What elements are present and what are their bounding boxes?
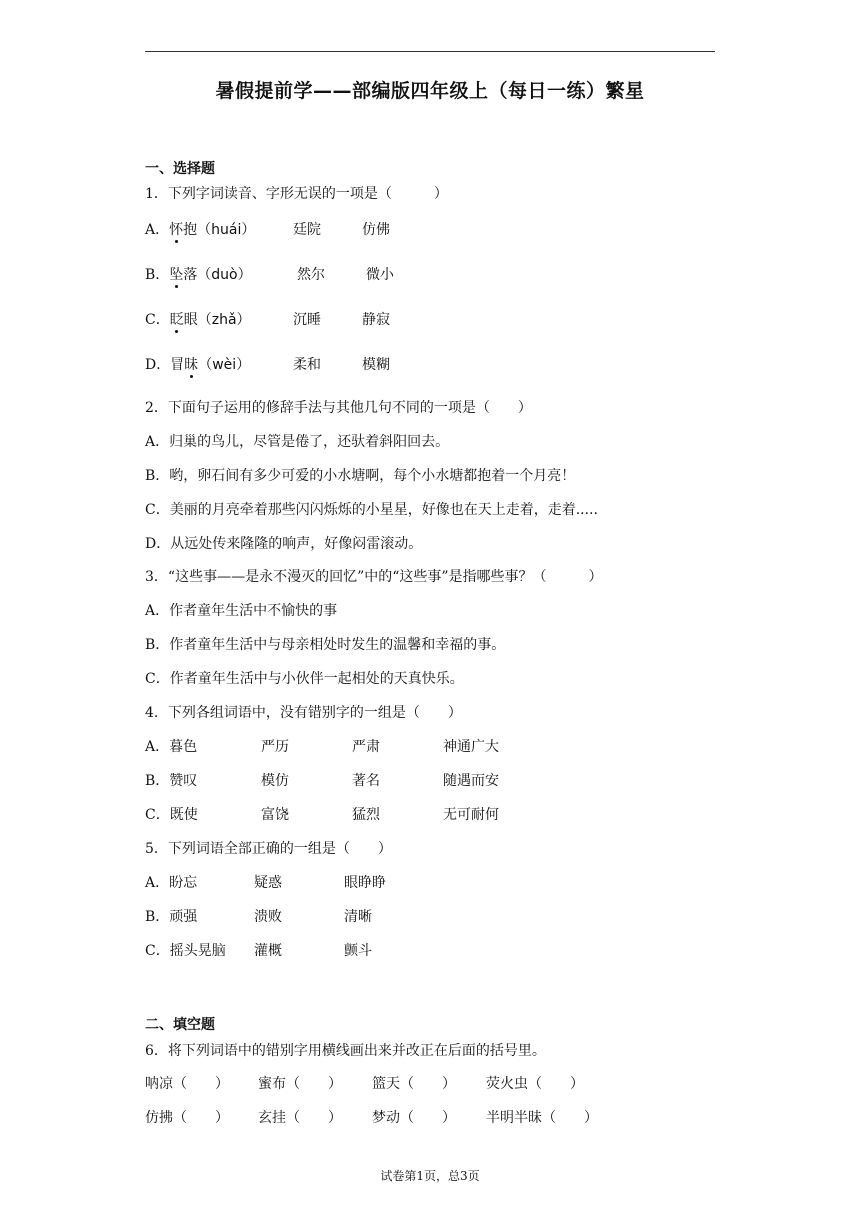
q4-c-col3: 猛烈	[352, 807, 380, 823]
q1-d-word1: 柔和	[293, 357, 321, 373]
q4-a-col3: 严肃	[352, 739, 380, 755]
q5-a-col1: A．盼忘	[145, 875, 198, 891]
q6-r2-c1: 仿拂（ ）	[145, 1110, 229, 1126]
q2-option-a: A．归巢的鸟儿，尽管是倦了，还驮着斜阳回去。	[145, 434, 450, 450]
q1-b-word1: 然尔	[297, 267, 325, 283]
q1-option-b: B．坠落（duò）	[145, 267, 252, 283]
q4-a-col2: 严历	[261, 739, 289, 755]
q1-d-word2: 模糊	[362, 357, 390, 373]
q5-c-col1: C．摇头晃脑	[145, 943, 226, 959]
q3-option-c: C．作者童年生活中与小伙伴一起相处的天真快乐。	[145, 671, 464, 687]
q4-a-col1: A．暮色	[145, 739, 198, 755]
pinyin: wèi	[212, 357, 237, 373]
q4-b-col4: 随遇而安	[443, 773, 499, 789]
q3-option-b: B．作者童年生活中与母亲相处时发生的温馨和幸福的事。	[145, 637, 506, 653]
q4-b-col3: 著名	[352, 773, 380, 789]
q5-c-col2: 灌概	[254, 943, 282, 959]
q6-r1-c4: 荧火虫（ ）	[486, 1076, 584, 1092]
q4-b-col1: B．赞叹	[145, 773, 198, 789]
q1-c-word2: 静寂	[362, 312, 390, 328]
q1-b-word2: 微小	[366, 267, 394, 283]
q6-r2-c4: 半明半昧（ ）	[486, 1110, 598, 1126]
q1-a-word1: 廷院	[293, 222, 321, 238]
emphasis-dot-char: 昧	[184, 357, 199, 373]
q6-r1-c3: 篮天（ ）	[372, 1076, 456, 1092]
q3-option-a: A．作者童年生活中不愉快的事	[145, 603, 338, 619]
q1-a-word2: 仿佛	[362, 222, 390, 238]
section-heading-choice: 一、选择题	[145, 161, 215, 177]
emphasis-dot-char: 怀	[169, 222, 184, 238]
q5-c-col3: 颤斗	[344, 943, 372, 959]
q5-b-col3: 清晰	[344, 909, 372, 925]
pinyin: duò	[211, 267, 238, 283]
question-3-stem: 3．“这些事——是永不漫灭的回忆”中的“这些事”是指哪些事？（ ）	[145, 569, 603, 585]
q1-option-a: A．怀抱（huái）	[145, 222, 256, 238]
q5-b-col2: 溃败	[254, 909, 282, 925]
q5-a-col2: 疑惑	[254, 875, 282, 891]
question-4-stem: 4．下列各组词语中，没有错别字的一组是（ ）	[145, 705, 462, 721]
question-6-stem: 6．将下列词语中的错别字用横线画出来并改正在后面的括号里。	[145, 1043, 546, 1059]
pinyin: zhǎ	[211, 312, 237, 328]
q4-c-col1: C．既使	[145, 807, 198, 823]
q2-option-d: D．从远处传来隆隆的响声，好像闷雷滚动。	[145, 536, 423, 552]
emphasis-dot-char: 眨	[169, 312, 184, 328]
q4-c-col4: 无可耐何	[443, 807, 499, 823]
q6-r1-c1: 呐凉（ ）	[145, 1076, 229, 1092]
q6-r2-c2: 玄挂（ ）	[258, 1110, 342, 1126]
header-rule	[145, 51, 715, 52]
q5-b-col1: B．顽强	[145, 909, 198, 925]
pinyin: huái	[211, 222, 242, 238]
q1-option-c: C．眨眼（zhǎ）	[145, 312, 251, 328]
q2-option-b: B．哟，卵石间有多少可爱的小水塘啊，每个小水塘都抱着一个月亮！	[145, 468, 576, 484]
page-title: 暑假提前学——部编版四年级上（每日一练）繁星	[215, 80, 645, 102]
q6-r2-c3: 梦动（ ）	[372, 1110, 456, 1126]
q6-r1-c2: 蜜布（ ）	[258, 1076, 342, 1092]
question-1-stem: 1．下列字词读音、字形无误的一项是（ ）	[145, 186, 448, 202]
q1-option-d: D．冒昧（wèi）	[145, 357, 251, 373]
emphasis-dot-char: 坠	[169, 267, 184, 283]
q5-a-col3: 眼睁睁	[344, 875, 386, 891]
q2-option-c: C．美丽的月亮牵着那些闪闪烁烁的小星星，好像也在天上走着，走着.....	[145, 502, 598, 518]
section-heading-fill: 二、填空题	[145, 1017, 215, 1033]
question-2-stem: 2．下面句子运用的修辞手法与其他几句不同的一项是（ ）	[145, 400, 532, 416]
q1-c-word1: 沉睡	[293, 312, 321, 328]
question-5-stem: 5．下列词语全部正确的一组是（ ）	[145, 841, 392, 857]
page-footer: 试卷第1页，总3页	[380, 1169, 480, 1183]
q4-c-col2: 富饶	[261, 807, 289, 823]
q4-a-col4: 神通广大	[443, 739, 499, 755]
q4-b-col2: 模仿	[261, 773, 289, 789]
